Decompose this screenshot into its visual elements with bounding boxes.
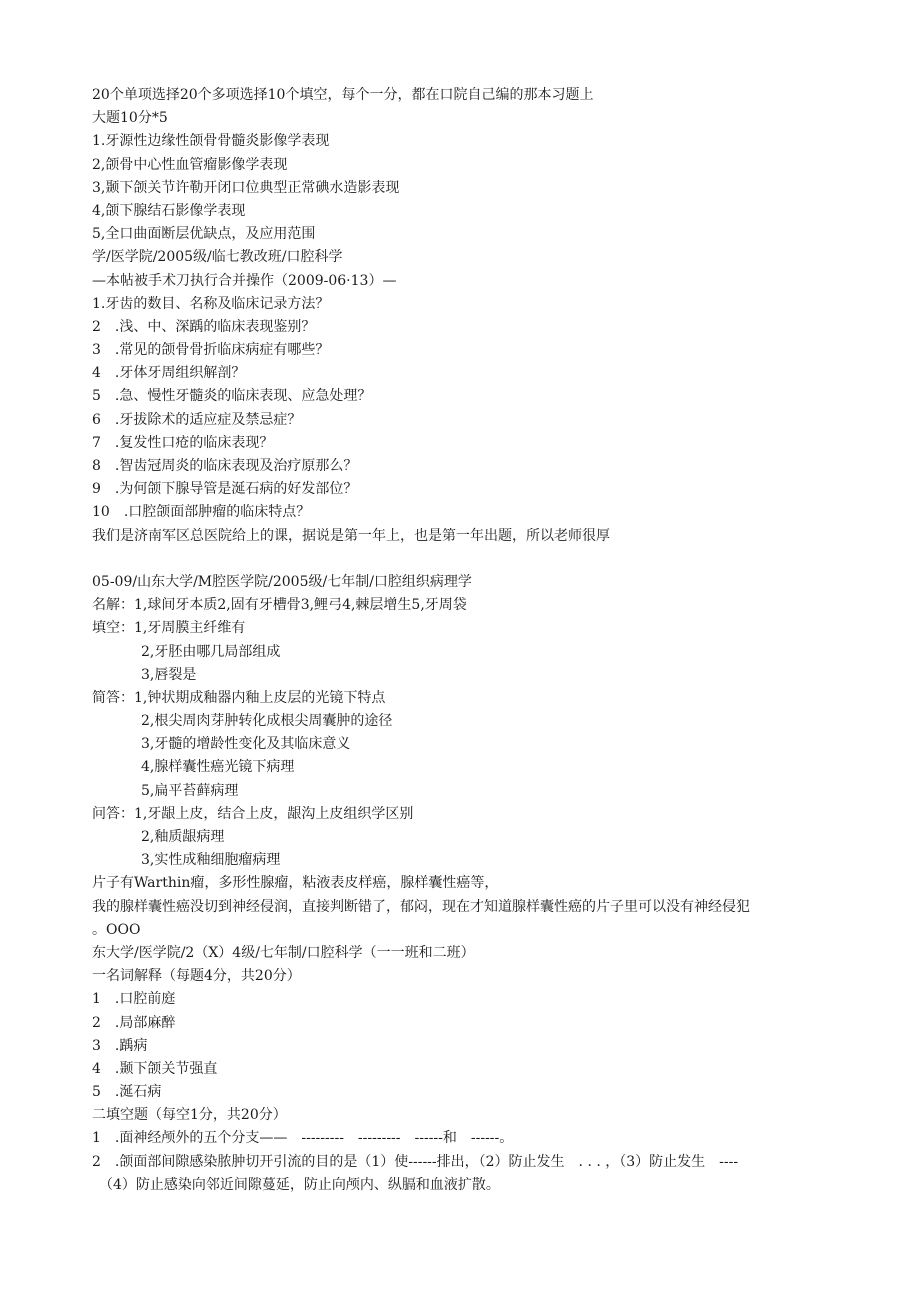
subsection-heading: 二填空题（每空1分，共20分）: [92, 1107, 287, 1124]
question-item: 2,牙胚由哪几局部组成: [141, 643, 281, 660]
question-item: 2 .颌面部间隙感染脓肿切开引流的目的是（1）使------排出，（2）防止发生 . . . ，（3）防止发生 ----: [92, 1153, 739, 1170]
section-heading: 05-09/山东大学/M腔医学院/2005级/七年制/口腔组织病理学: [92, 573, 472, 590]
section-heading: 大题10分*5: [92, 110, 168, 127]
question-item: 6 .牙拔除术的适应症及禁忌症？: [92, 411, 302, 428]
question-item: 4 .牙体牙周组织解剖？: [92, 365, 246, 382]
question-item: 2 .浅、中、深踽的临床表现鉴别？: [92, 318, 316, 335]
subsection-heading: 一名词解释（每题4分，共20分）: [92, 968, 301, 985]
question-item: 1 .口腔前庭: [92, 991, 176, 1008]
question-item: 1.牙源性边缘性颌骨骨髓炎影像学表现: [92, 133, 330, 150]
question-item: 1 .面神经颅外的五个分支—— --------- --------- ------和 ------。: [92, 1130, 514, 1147]
question-item: 10 .口腔颌面部肿瘤的临床特点？: [92, 504, 311, 521]
question-item-continuation: （4）防止感染向邻近间隙蔓延，防止向颅内、纵膈和血液扩散。: [99, 1176, 500, 1193]
section-heading: 东大学/医学院/2（X）4级/七年制/口腔科学（一一班和二班）: [92, 944, 475, 961]
question-item: 2,颌骨中心性血管瘤影像学表现: [92, 156, 288, 173]
question-item: 5,全口曲面断层优缺点，及应用范围: [92, 226, 316, 243]
comment-paragraph: 我的腺样囊性癌没切到神经侵润，直接判断错了，郁闷，现在才知道腺样囊性癌的片子里可以没有神经侵犯: [92, 898, 750, 915]
question-item: 4 .颞下颌关节强直: [92, 1060, 218, 1077]
exam-format-note: 20个单项选择20个多项选择10个填空，每个一分，都在口院自己编的那本习题上: [92, 87, 594, 103]
question-item: 问答：1,牙龈上皮，结合上皮，龈沟上皮组织学区别: [92, 805, 414, 822]
question-item: 4,腺样囊性癌光镜下病理: [141, 759, 295, 776]
question-item: 5,扁平苔藓病理: [141, 782, 239, 799]
question-item: 3,唇裂是: [141, 666, 197, 683]
blank-line: [92, 548, 832, 571]
question-item: 8 .智齿冠周炎的临床表现及治疗原那么？: [92, 458, 358, 474]
question-item: 3,实性成釉细胞瘤病理: [141, 852, 281, 869]
comment-paragraph: 。OOO: [92, 921, 141, 938]
question-item: 5 .涎石病: [92, 1084, 162, 1101]
comment-paragraph: 片子有Warthin瘤，多形性腺瘤，粘液表皮样癌，腺样囊性癌等，: [92, 875, 499, 892]
question-item: 2,根尖周肉芽肿转化成根尖周囊肿的途径: [141, 713, 393, 730]
section-heading: 学/医学院/2005级/临七教改班/口腔科学: [92, 249, 343, 266]
question-item: 3 .常见的颌骨骨折临床病症有哪些？: [92, 342, 330, 359]
question-item: 7 .复发性口疮的临床表现？: [92, 434, 274, 451]
question-item: 3,牙髓的增龄性变化及其临床意义: [141, 736, 351, 753]
question-item: 填空：1,牙周膜主纤维有: [92, 620, 246, 637]
question-item: 名解：1,球间牙本质2,固有牙槽骨3,鲤弓4,棘层增生5,牙周袋: [92, 597, 467, 614]
question-item: 2 .局部麻醉: [92, 1014, 176, 1031]
document-body: [92, 84, 832, 1197]
comment-paragraph: 我们是济南军区总医院给上的课，据说是第一年上，也是第一年出题，所以老师很厚: [92, 527, 610, 544]
question-item: 4,颌下腺结石影像学表现: [92, 202, 246, 219]
question-item: 3,颞下颌关节许勒开闭口位典型正常碘水造影表现: [92, 179, 400, 196]
question-item: 简答：1,钟状期成釉器内釉上皮层的光镜下特点: [92, 689, 386, 706]
question-item: 5 .急、慢性牙髓炎的临床表现、应急处理？: [92, 388, 372, 405]
question-item: 2,釉质龈病理: [141, 829, 225, 845]
question-item: 1.牙齿的数目、名称及临床记录方法？: [92, 295, 330, 312]
merge-notice: —本帖被手术刀执行合并操作（2009-06·13）—: [92, 272, 397, 289]
question-item: 3 .踽病: [92, 1037, 148, 1054]
question-item: 9 .为何颌下腺导管是涎石病的好发部位？: [92, 481, 358, 498]
